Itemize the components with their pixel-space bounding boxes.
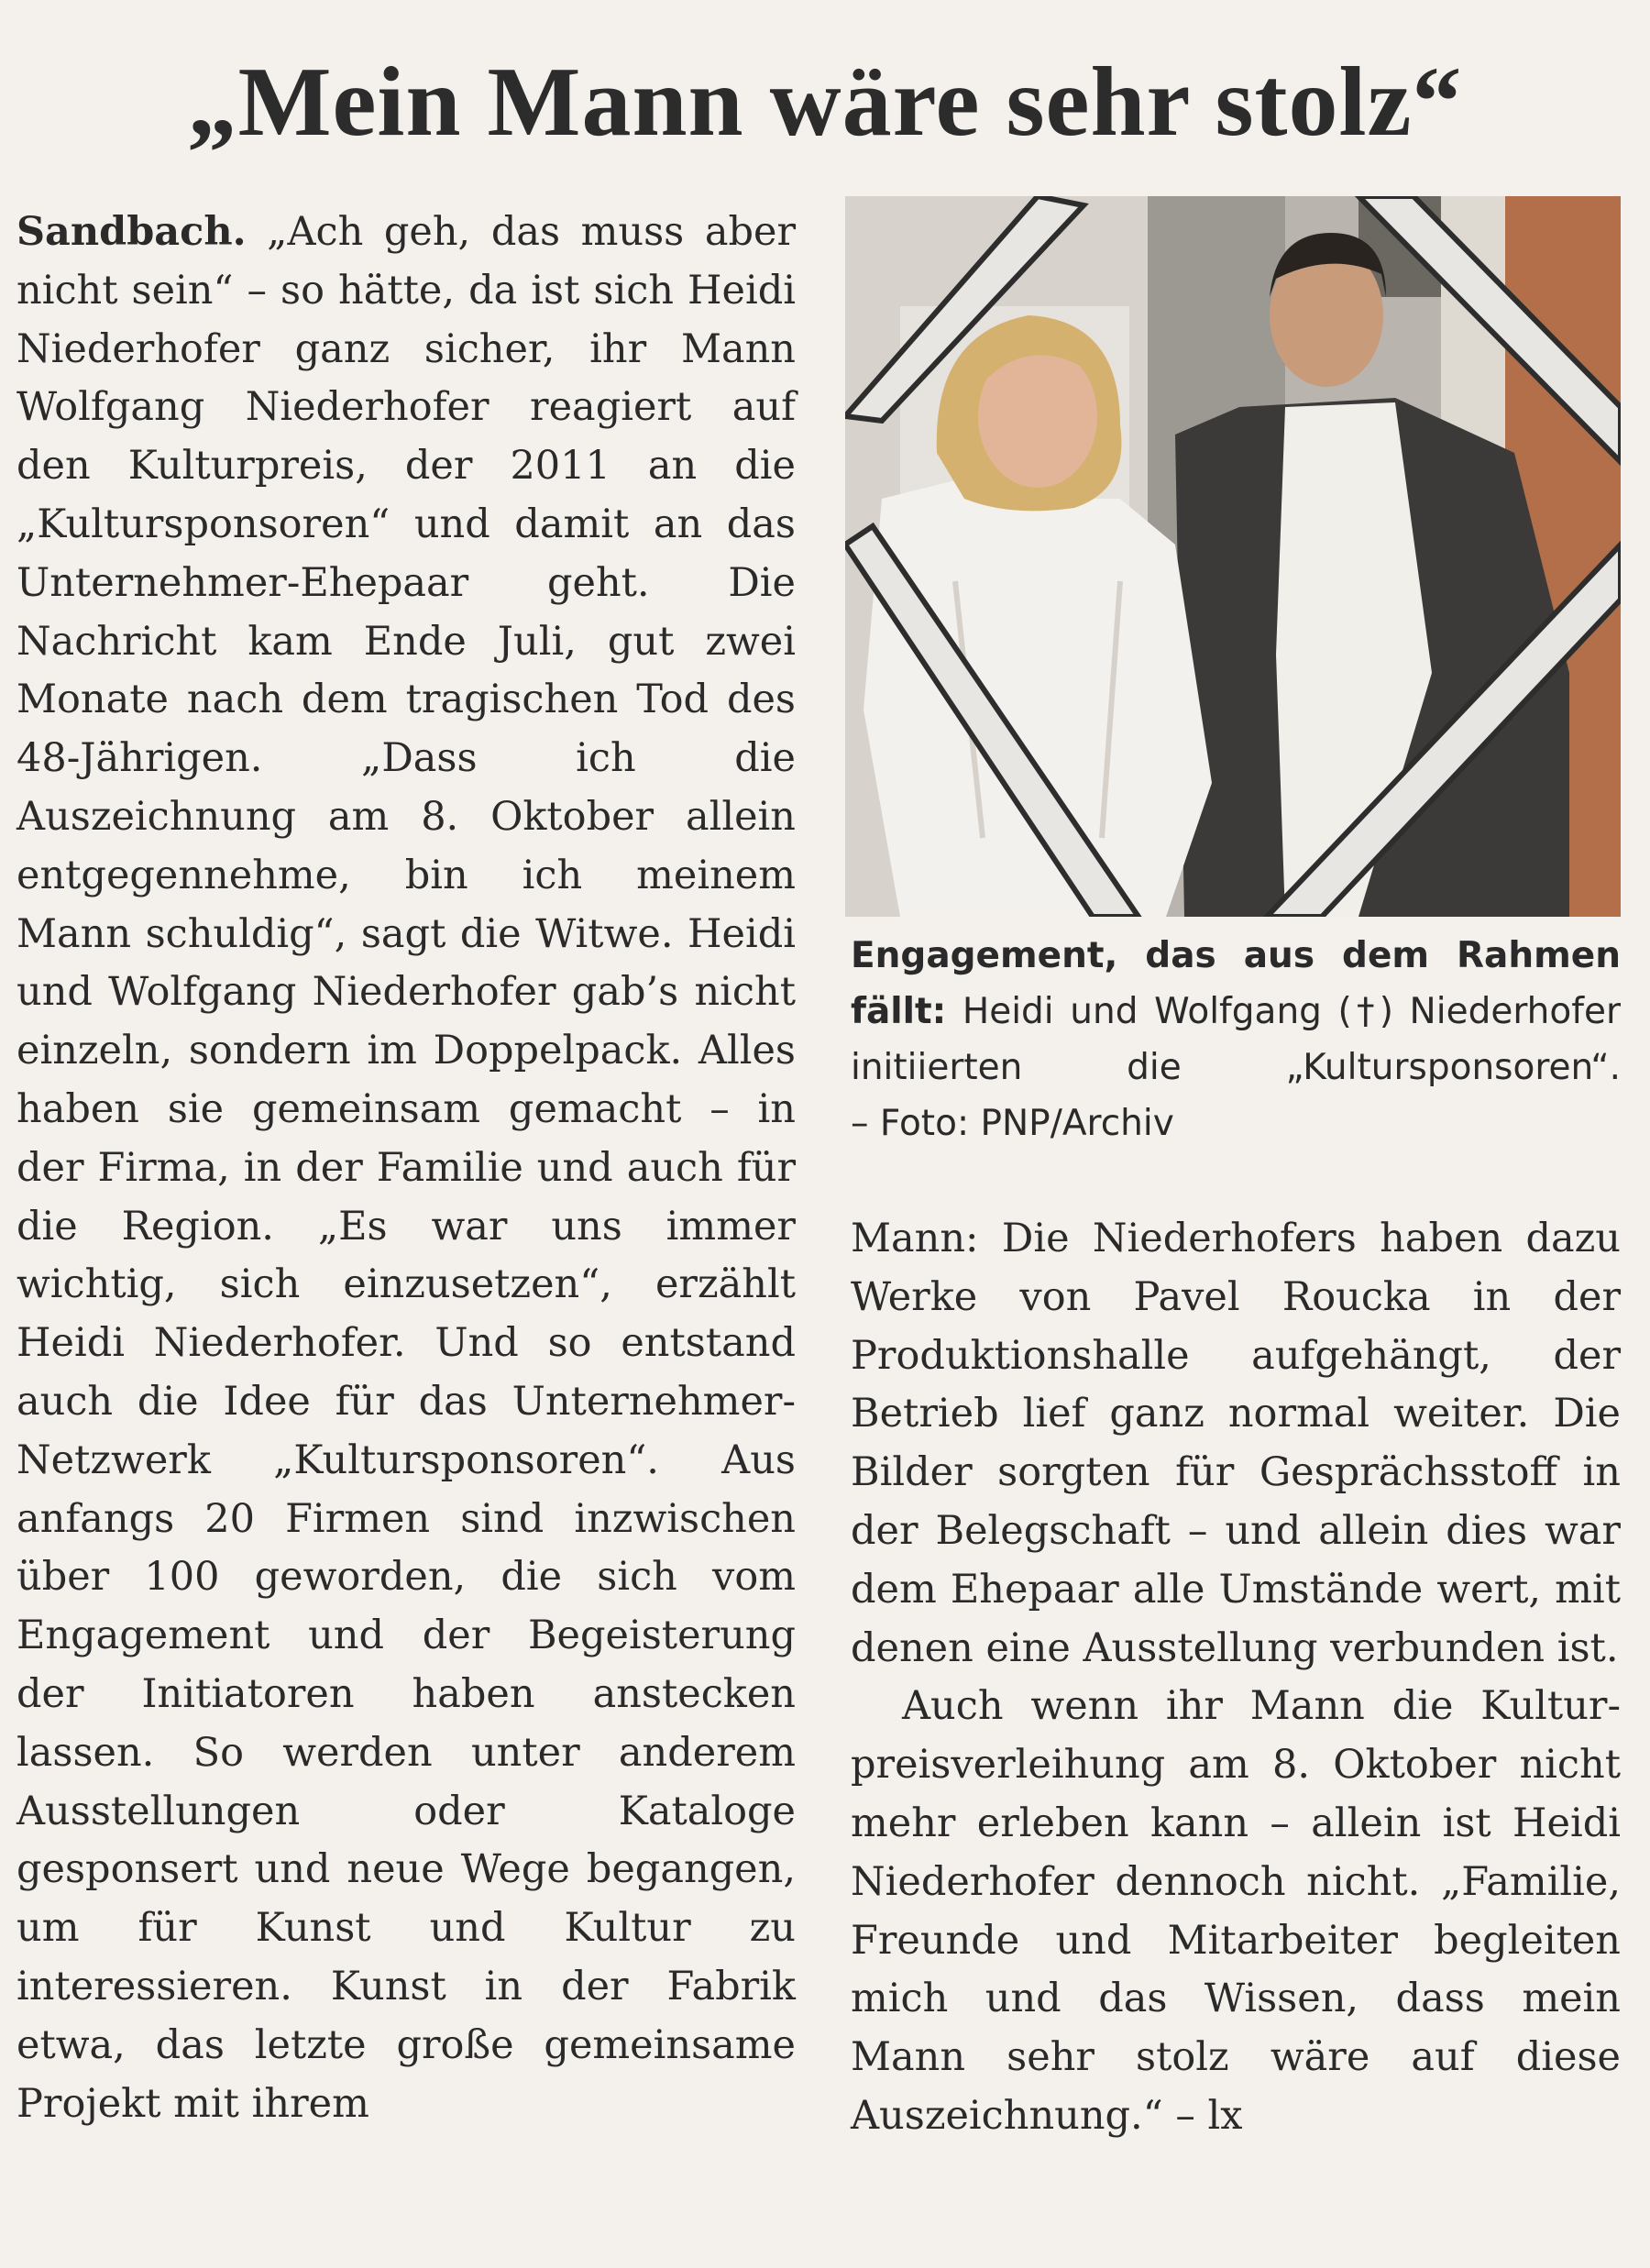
photo-credit: – Foto: PNP/Archiv [851,1103,1174,1144]
article-photo [845,196,1621,917]
left-body-text: „Ach geh, das muss aber nicht sein“ – so hätte, da ist sich Heidi Niederhofer ganz sicher, ihr Mann Wolfgang Niederhofer reagiert auf den Kulturpreis, der 2011 an die „Kultursponsoren“ und damit an das Unternehmer-Ehepaar geht. Die Nachricht kam Ende Juli, gut zwei Monate nach dem tragischen Tod des 48-Jährigen. „Dass ich die Auszeichnung am 8. Oktober allein entgegennehme, bin ich meinem Mann schuldig“, sagt die Witwe. Heidi und Wolfgang Niederhofer gab’s nicht einzeln, sondern im Doppelpack. Alles haben sie gemeinsam gemacht – in der Firma, in der Familie und auch für die Region. „Es war uns immer wichtig, sich einzusetzen“, erzählt Heidi Niederhofer. Und so entstand auch die Idee für das Unternehmer-Netzwerk „Kultursponsoren“. Aus anfangs 20 Firmen sind inzwischen über 100 geworden, die sich vom Engagement und der Begeisterung der Initiatoren haben anstecken lassen. So werden unter anderem Ausstellungen oder Kataloge gesponsert und neue Wege begangen, um für Kunst und Kultur zu interessieren. Kunst in der Fabrik etwa, das letzte große gemeinsame Projekt mit ihrem [16,209,796,2127]
left-paragraph [16,204,796,2133]
dateline: Sandbach. [16,209,247,255]
photo-caption [851,928,1621,1151]
headline: „Mein Mann wäre sehr stolz“ [187,48,1463,157]
right-paragraph-2: Auch wenn ihr Mann die Kulturpreisverleihung am 8. Oktober nicht mehr erleben kann – allein ist Heidi Niederhofer dennoch nicht. „Familie, Freunde und Mitarbeiter begleiten mich und das Wissen, dass mein Mann sehr stolz wäre auf diese Auszeichnung.“ – lx [851,1683,1621,2139]
caption-heading: Engagement, das aus dem Rahmen fällt: [851,935,1621,1032]
article-column-left [16,204,796,2133]
right-paragraph-1: Mann: Die Niederhofers haben dazu Werke von Pavel Roucka in der Produktionshalle aufgehängt, der Betrieb lief ganz normal weiter. Die Bilder sorgten für Gesprächsstoff in der Belegschaft – und allein dies war dem Ehepaar alle Umstände wert, mit denen eine Ausstellung verbunden ist. [851,1216,1621,1671]
caption-text: Heidi und Wolfgang (†) Niederhofer initiierten die „Kultursponsoren“. [851,991,1621,1088]
article-column-right [851,1210,1621,2146]
